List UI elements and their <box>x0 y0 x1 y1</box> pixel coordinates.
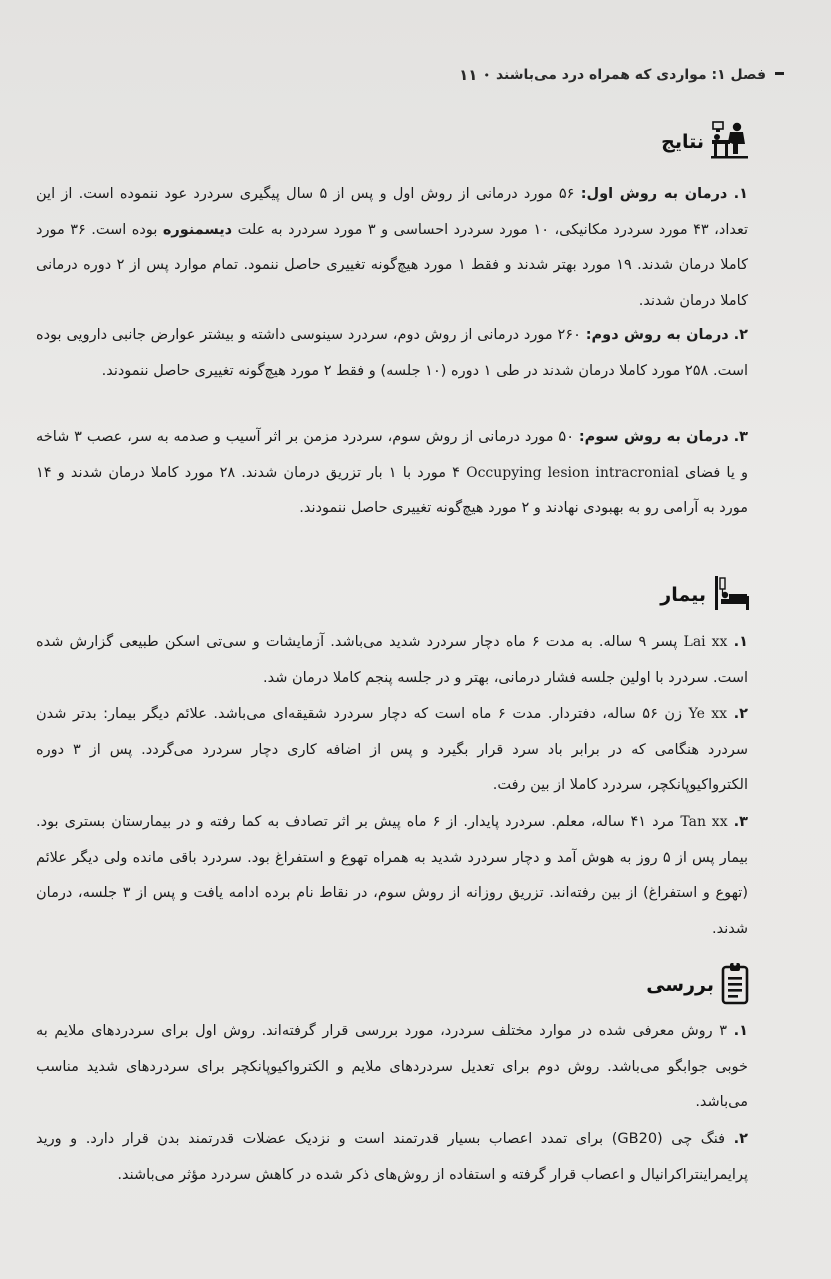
item-text: ۵۶ مورد درمانی از روش اول و پس از ۵ سال پیگیری سردرد عود ننموده است. از این تعداد، ۴۳ مورد سردرد مکانیکی، ۱۰ مورد سردرد احساسی و ۳ مورد سردرد به علت <box>36 186 748 238</box>
patient-bed-icon <box>712 574 752 616</box>
header-bullet: • <box>483 68 490 82</box>
patient-case-3 <box>36 805 748 947</box>
item-text: ۲۶۰ مورد درمانی از روش دوم، سردرد سینوسی داشته و بیشتر عوارض جانبی دارویی بوده است. ۲۵۸ مورد کاملا درمان شدند در طی ۱ دوره (۱۰ جلسه) و فقط ۲ مورد هیچ‌گونه تغییری حاصل ننمودند. <box>36 327 748 379</box>
item-number: ۱. <box>733 1023 749 1039</box>
page-number: ۱۱ <box>459 66 478 84</box>
patient-name: Tan xx <box>680 814 728 830</box>
results-item-2 <box>36 318 748 389</box>
section-results-heading <box>638 116 750 168</box>
item-number: ۳. <box>733 814 748 830</box>
item-lead: درمان به روش سوم: <box>578 429 729 445</box>
results-item-3 <box>36 420 748 527</box>
item-latin-term: Occupying lesion intracronial <box>466 464 679 481</box>
item-text-continued: بوده است. ۳۶ مورد کاملا درمان شدند. ۱۹ مورد بهتر شدند و فقط ۱ مورد هیچ‌گونه تغییری حاصل ننمود. تمام موارد پس از ۲ دوره درمانی کاملا درمان شدند. <box>36 221 749 309</box>
patient-name: Ye xx <box>688 706 728 722</box>
edge-mark <box>775 72 784 75</box>
item-number: ۱. <box>733 634 748 650</box>
item-number: ۲. <box>733 706 748 722</box>
item-lead: درمان به روش دوم: <box>585 327 729 343</box>
section-patients-heading <box>652 572 752 618</box>
review-title: بررسی <box>646 974 714 996</box>
item-number: ۲. <box>733 327 749 343</box>
item-text: زن ۵۶ ساله، دفتردار. مدت ۶ ماه است که دچار سردرد شقیقه‌ای می‌باشد. علائم دیگر بیمار: بدتر شدن سردرد هنگامی که در برابر باد سرد قرار بگیرد و پس از اضافه کاری دچار سردرد می‌گردد. پس از ۳ دوره الکترواکیوپانکچر، سردرد کاملا از بین رفت. <box>36 706 748 793</box>
patient-name: Lai xx <box>683 634 728 650</box>
running-header <box>66 58 766 92</box>
therapist-icon <box>710 118 750 166</box>
results-title: نتایج <box>661 131 704 153</box>
item-text: فنگ چی (GB20) برای تمدد اعصاب بسیار قدرتمند است و نزدیک عضلات قدرتمند بدن قرار دارد. و ورید پرایمراینتراکرانیال و اعصاب قرار گرفته و استفاده از روش‌های ذکر شده در کاهش سردرد مؤثر می‌باشند. <box>36 1131 748 1183</box>
item-text: پسر ۹ ساله. به مدت ۶ ماه دچار سردرد شدید می‌باشد. آزمایشات و سی‌تی اسکن طبیعی گزارش شده است. سردرد با اولین جلسه فشار درمانی، بهتر و در جلسه پنجم کاملا درمان شد. <box>36 634 748 686</box>
section-review-heading <box>646 958 750 1012</box>
review-item-1 <box>36 1014 748 1121</box>
patient-case-1 <box>36 625 748 696</box>
item-number: ۳. <box>733 429 749 445</box>
clipboard-icon <box>720 960 750 1010</box>
results-item-1 <box>36 177 748 319</box>
item-number: ۲. <box>733 1131 748 1147</box>
item-text: ۵۰ مورد درمانی از روش سوم، سردرد مزمن بر اثر آسیب و صدمه به سر، عصب ۳ شاخه و یا فضای <box>36 429 749 481</box>
patients-title: بیمار <box>660 584 706 606</box>
chapter-title: فصل ۱: مواردی که همراه درد می‌باشند <box>495 67 766 83</box>
item-text-continued: ۴ مورد با ۱ بار تزریق درمان شدند. ۲۸ مورد کاملا درمان شدند و ۱۴ مورد به آرامی رو به بهبودی نهادند و ۲ مورد هیچ‌گونه تغییری حاصل ننمودند. <box>36 464 748 516</box>
item-number: ۱. <box>733 186 749 202</box>
item-text: مرد ۴۱ ساله، معلم. سردرد پایدار. از ۶ ماه پیش بر اثر تصادف به کما رفته و در بیمارستان بستری بود. بیمار پس از ۵ روز به هوش آمد و دچار سردرد شدید به همراه تهوع و استفراغ بود. سردرد باقی مانده ولی دیگر علائم (تهوع و استفراغ) از بین رفته‌اند. تزریق روزانه از روش سوم، در نقاط نام برده ادامه یافت و پس از ۳ جلسه، درمان شدند. <box>36 814 749 937</box>
review-item-2 <box>36 1122 748 1193</box>
patient-case-2 <box>36 697 748 804</box>
item-lead: درمان به روش اول: <box>580 186 728 202</box>
item-text: ۳ روش معرفی شده در موارد مختلف سردرد، مورد بررسی قرار گرفته‌اند. روش اول برای سردردهای ملایم به خوبی جوابگو می‌باشد. روش دوم برای تعدیل سردردهای ملایم و الکترواکیوپانکچر برای سردردهای شدید مناسب می‌باشد. <box>36 1023 748 1110</box>
item-emphasis: دیسمنوره <box>162 221 233 238</box>
